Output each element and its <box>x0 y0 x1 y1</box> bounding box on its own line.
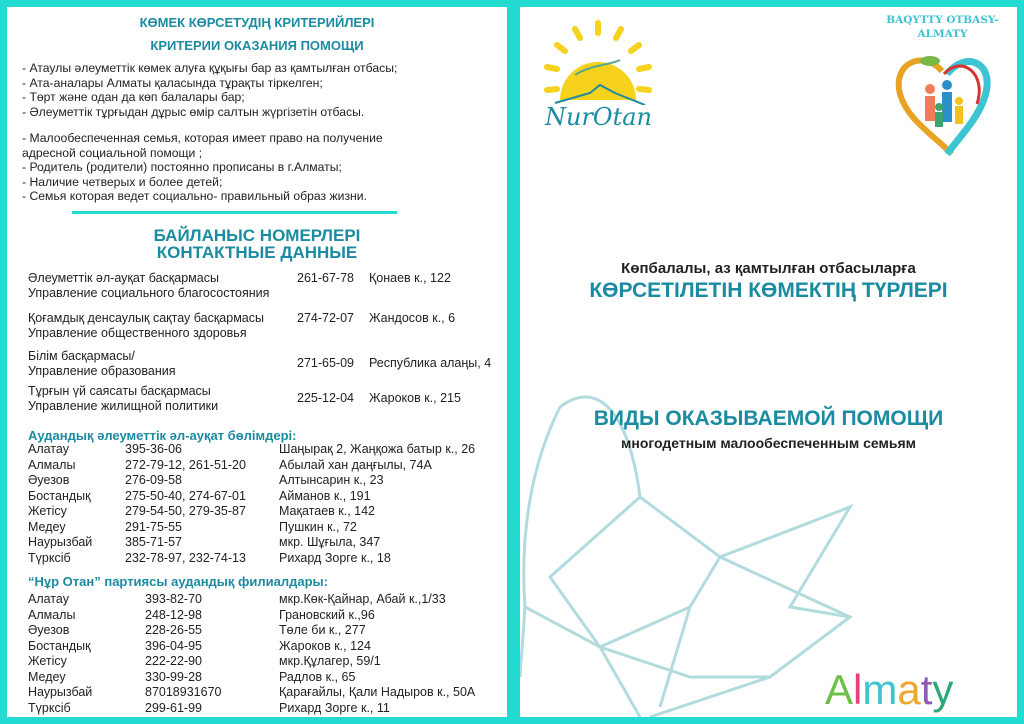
right-panel <box>520 7 1017 717</box>
criteria-title-kz: КӨМЕК КӨРСЕТУДІҢ КРИТЕРИЙЛЕРІ <box>139 15 375 30</box>
party-title: “Нұр Отан” партиясы аудандық филиалдары: <box>28 574 328 589</box>
district-name: Алатау <box>28 442 69 456</box>
family-logo-line2: ALMATY <box>917 28 968 40</box>
divider <box>72 211 397 214</box>
contacts-title-kz: БАЙЛАНЫС НОМЕРЛЕРІ <box>153 226 361 245</box>
district-address: Абылай хан даңғылы, 74А <box>279 457 432 472</box>
district-name: Бостандық <box>28 488 91 503</box>
district-name: Медеу <box>28 519 66 534</box>
district-phone: 276-09-58 <box>125 473 182 487</box>
district-address: Айманов к., 191 <box>279 488 371 503</box>
district-address: Мақатаев к., 142 <box>279 504 375 518</box>
party-branch-address: Радлов к., 65 <box>279 669 356 684</box>
almaty-logo <box>825 667 953 713</box>
district-phone: 232-78-97, 232-74-13 <box>125 550 246 565</box>
criteria-title-ru: КРИТЕРИИ ОКАЗАНИЯ ПОМОЩИ <box>150 38 364 53</box>
contact-phone: 261-67-78 <box>297 271 354 285</box>
party-branch-name: Алмалы <box>28 607 76 622</box>
contact-name-ru: Управление общественного здоровья <box>28 326 247 340</box>
contacts-title-ru: КОНТАКТНЫЕ ДАННЫЕ <box>156 243 358 262</box>
family-logo-line1: BAQYTTY OTBASY- <box>886 14 999 26</box>
party-branch-address: Жароков к., 124 <box>279 638 371 653</box>
party-branch-name: Жетісу <box>28 654 67 668</box>
contact-name-kz: Қоғамдық денсаулық сақтау басқармасы <box>28 311 264 325</box>
almaty-logo-letter: y <box>932 666 954 713</box>
district-phone: 385-71-57 <box>125 535 182 549</box>
party-branch-name: Бостандық <box>28 638 91 653</box>
party-branch-phone: 228-26-55 <box>145 623 202 637</box>
criteria-item: - Ата-аналары Алматы қаласында тұрақты тіркелген; <box>22 75 323 90</box>
district-name: Алмалы <box>28 457 76 472</box>
criteria-item: - Родитель (родители) постоянно прописаны в г.Алматы; <box>22 160 342 174</box>
criteria-item: - Семья которая ведет социально- правильный образ жизни. <box>22 189 367 203</box>
criteria-kz-list <box>22 61 397 119</box>
almaty-logo-letter: t <box>920 666 933 713</box>
criteria-ru-list <box>22 131 383 204</box>
nur-otan-logo-text: NurOtan <box>545 103 653 131</box>
criteria-item: - Әлеуметтік тұрғыдан дұрыс өмір салтын жүргізетін отбасы. <box>22 104 365 119</box>
district-phone: 291-75-55 <box>125 519 182 534</box>
party-branch-name: Түрксіб <box>28 700 71 715</box>
criteria-item: - Атаулы әлеуметтік көмек алуға құқығы бар аз қамтылған отбасы; <box>22 61 398 75</box>
contact-name-ru: Управление жилищной политики <box>28 399 219 413</box>
criteria-item: - Наличие четверых и более детей; <box>22 174 223 189</box>
district-phone: 275-50-40, 274-67-01 <box>125 488 246 503</box>
party-branch-name: Әуезов <box>28 623 70 637</box>
contact-name-ru: Управление социального благосостояния <box>28 286 270 300</box>
district-address: мкр. Шұғыла, 347 <box>279 535 381 549</box>
kz-subtitle: Көпбалалы, аз қамтылған отбасыларға <box>621 260 916 277</box>
left-panel <box>7 7 507 717</box>
party-branch-address: мкр.Құлагер, 59/1 <box>279 654 381 668</box>
party-branch-address: мкр.Көк-Қайнар, Абай к.,1/33 <box>279 592 446 606</box>
almaty-logo-letter: m <box>862 666 898 713</box>
district-name: Наурызбай <box>28 535 93 549</box>
almaty-logo-text <box>825 666 953 713</box>
party-branch-phone: 222-22-90 <box>145 654 202 668</box>
district-phone: 395-36-06 <box>125 442 182 456</box>
almaty-logo-letter: a <box>897 666 921 713</box>
districts-title: Аудандық әлеуметтік әл-ауқат бөлімдері: <box>28 428 297 443</box>
party-branch-name: Алатау <box>28 592 69 606</box>
party-branch-phone: 396-04-95 <box>145 638 202 653</box>
party-branch-address: Рихард Зорге к., 11 <box>279 700 390 715</box>
party-branch-phone: 330-99-28 <box>145 669 202 684</box>
contact-address: Жароков к., 215 <box>369 391 461 405</box>
contact-address: Республика алаңы, 4 <box>369 356 492 370</box>
district-address: Пушкин к., 72 <box>279 519 357 534</box>
party-branch-address: Төле би к., 277 <box>279 623 366 637</box>
district-name: Түрксіб <box>28 550 71 565</box>
party-branch-name: Медеу <box>28 669 66 684</box>
contact-phone: 271-65-09 <box>297 356 354 370</box>
almaty-logo-letter: l <box>853 666 863 713</box>
nur-otan-logo <box>535 15 660 135</box>
party-branch-phone: 393-82-70 <box>145 592 202 606</box>
party-branch-phone: 299-61-99 <box>145 700 202 715</box>
almaty-logo-letter: A <box>825 666 854 713</box>
party-branch-name: Наурызбай <box>28 685 93 699</box>
kz-title: КӨРСЕТІЛЕТІН КӨМЕКТІҢ ТҮРЛЕРІ <box>589 279 948 302</box>
party-branch-phone: 87018931670 <box>145 685 222 699</box>
criteria-item: - Төрт және одан да көп балалары бар; <box>22 90 245 104</box>
criteria-item: адресной социальной помощи ; <box>22 145 203 160</box>
contact-name-kz: Білім басқармасы/ <box>28 349 135 363</box>
contact-name-kz: Әлеуметтік әл-ауқат басқармасы <box>28 271 219 285</box>
district-address: Алтынсарин к., 23 <box>279 473 384 487</box>
district-name: Жетісу <box>28 504 67 518</box>
contact-address: Жандосов к., 6 <box>369 311 456 325</box>
contact-phone: 225-12-04 <box>297 391 354 405</box>
contact-name-ru: Управление образования <box>28 364 176 378</box>
family-heart-logo <box>892 49 992 159</box>
district-address: Шаңырақ 2, Жаңқожа батыр к., 26 <box>279 442 476 456</box>
contact-address: Қонаев к., 122 <box>369 271 451 285</box>
district-address: Рихард Зорге к., 18 <box>279 550 391 565</box>
party-branch-address: Қарағайлы, Қали Надыров к., 50А <box>279 685 476 699</box>
district-name: Әуезов <box>28 473 70 487</box>
ru-title: ВИДЫ ОКАЗЫВАЕМОЙ ПОМОЩИ <box>593 407 944 430</box>
contact-name-kz: Тұрғын үй саясаты басқармасы <box>28 384 211 398</box>
district-phone: 279-54-50, 279-35-87 <box>125 504 246 518</box>
criteria-item: - Малообеспеченная семья, которая имеет право на получение <box>22 131 383 145</box>
sun-icon <box>535 15 660 105</box>
district-phone: 272-79-12, 261-51-20 <box>125 457 246 472</box>
ru-subtitle: многодетным малообеспеченным семьям <box>621 435 916 451</box>
contact-phone: 274-72-07 <box>297 311 354 325</box>
family-logo-text <box>875 13 1010 41</box>
party-branch-address: Грановский к.,96 <box>279 607 375 622</box>
party-branch-phone: 248-12-98 <box>145 607 202 622</box>
